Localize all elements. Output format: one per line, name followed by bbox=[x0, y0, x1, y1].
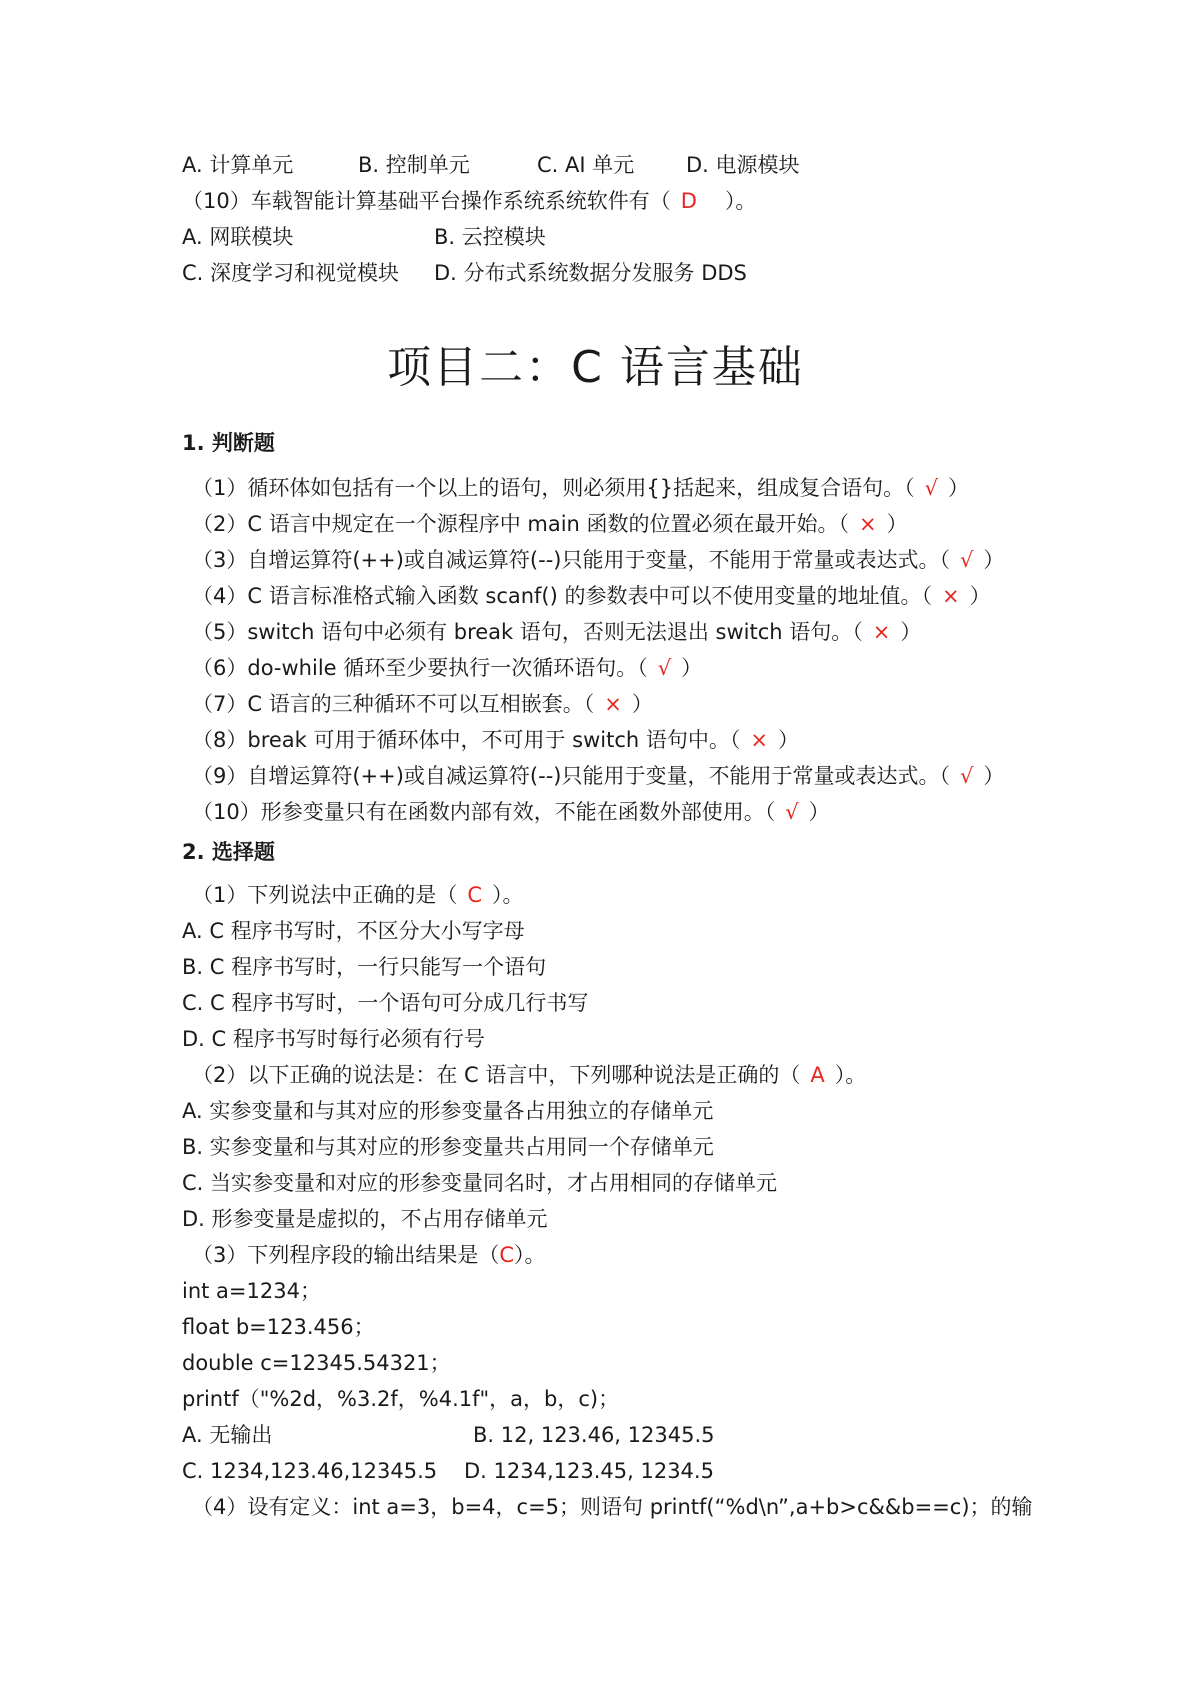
question-stem: （10）车载智能计算基础平台操作系统系统软件有（ bbox=[182, 189, 671, 213]
question-tail: ） bbox=[681, 656, 703, 680]
option-a: A. 计算单元 bbox=[182, 153, 294, 177]
option-c: C. 深度学习和视觉模块 bbox=[182, 261, 400, 285]
project-title: 项目二：C 语言基础 bbox=[387, 342, 804, 393]
question-tail: ） bbox=[983, 548, 1005, 572]
answer: × bbox=[872, 620, 891, 644]
option-c: C. 1234,123.46,12345.5 bbox=[182, 1459, 438, 1483]
question-stem: （10）形参变量只有在函数内部有效，不能在函数外部使用。（ bbox=[192, 800, 776, 824]
section-heading-choice: 2. 选择题 bbox=[182, 840, 275, 864]
option-c: C. C 程序书写时，一个语句可分成几行书写 bbox=[182, 991, 589, 1015]
code-line: printf（"%2d，%3.2f，%4.1f"，a，b，c)； bbox=[182, 1387, 620, 1411]
question-tail: ）。 bbox=[724, 189, 757, 213]
question-stem: （9）自增运算符(++)或自减运算符(--)只能用于变量，不能用于常量或表达式。（ bbox=[192, 764, 950, 788]
judge-item bbox=[192, 798, 830, 826]
option-d: D. 形参变量是虚拟的，不占用存储单元 bbox=[182, 1207, 548, 1231]
question-tail: ） bbox=[778, 728, 799, 752]
question-stem: （1）下列说法中正确的是（ bbox=[192, 883, 458, 907]
answer: √ bbox=[657, 656, 672, 680]
question-stem: （3）下列程序段的输出结果是（ bbox=[192, 1243, 500, 1267]
choice-question-4: （4）设有定义：int a=3，b=4，c=5；则语句 printf(“%d\n”,a+b>c&&b==c)；的输 bbox=[192, 1495, 1033, 1519]
option-d: D. 电源模块 bbox=[686, 153, 800, 177]
judge-item bbox=[192, 762, 1004, 790]
option-b: B. 实参变量和与其对应的形参变量共占用同一个存储单元 bbox=[182, 1135, 714, 1159]
answer: √ bbox=[959, 548, 974, 572]
question-tail: ） bbox=[886, 512, 908, 536]
question-stem: （3）自增运算符(++)或自减运算符(--)只能用于变量，不能用于常量或表达式。（ bbox=[192, 548, 950, 572]
option-a: A. 实参变量和与其对应的形参变量各占用独立的存储单元 bbox=[182, 1099, 714, 1123]
section-heading-judge: 1. 判断题 bbox=[182, 431, 275, 455]
choice-question-2 bbox=[192, 1061, 866, 1089]
option-a: A. C 程序书写时，不区分大小写字母 bbox=[182, 919, 525, 943]
answer: √ bbox=[959, 764, 974, 788]
question-tail: ） bbox=[983, 764, 1005, 788]
answer: × bbox=[604, 692, 622, 716]
judge-item bbox=[192, 654, 702, 682]
option-a: A. 网联模块 bbox=[182, 225, 294, 249]
option-b: B. C 程序书写时，一行只能写一个语句 bbox=[182, 955, 547, 979]
code-line: double c=12345.54321； bbox=[182, 1351, 451, 1375]
question-10 bbox=[182, 187, 756, 215]
judge-item bbox=[192, 690, 653, 718]
answer: × bbox=[942, 584, 960, 608]
question-stem: （4）C 语言标准格式输入函数 scanf() 的参数表中可以不使用变量的地址值。（ bbox=[192, 584, 932, 608]
judge-item bbox=[192, 582, 991, 610]
answer: √ bbox=[785, 800, 799, 824]
question-tail: ） bbox=[969, 584, 991, 608]
judge-item bbox=[192, 510, 908, 538]
question-stem: （1）循环体如包括有一个以上的语句，则必须用{}括起来，组成复合语句。（ bbox=[192, 476, 915, 500]
question-stem: （5）switch 语句中必须有 break 语句，否则无法退出 switch 语句。（ bbox=[192, 620, 863, 644]
question-tail: ）。 bbox=[834, 1063, 867, 1087]
answer: × bbox=[750, 728, 768, 752]
choice-question-3 bbox=[192, 1241, 546, 1269]
judge-item bbox=[192, 618, 921, 646]
answer: × bbox=[859, 512, 877, 536]
answer: C bbox=[467, 883, 483, 907]
question-stem: （2）以下正确的说法是：在 C 语言中，下列哪种说法是正确的（ bbox=[192, 1063, 801, 1087]
option-c: C. 当实参变量和对应的形参变量同名时，才占用相同的存储单元 bbox=[182, 1171, 778, 1195]
option-c: C. AI 单元 bbox=[537, 153, 635, 177]
option-d: D. 1234,123.45, 1234.5 bbox=[464, 1459, 714, 1483]
answer: C bbox=[499, 1243, 515, 1267]
question-stem: （6）do-while 循环至少要执行一次循环语句。（ bbox=[192, 656, 648, 680]
judge-item bbox=[192, 726, 799, 754]
option-d: D. C 程序书写时每行必须有行号 bbox=[182, 1027, 485, 1051]
question-stem: （8）break 可用于循环体中，不可用于 switch 语句中。（ bbox=[192, 728, 741, 752]
option-a: A. 无输出 bbox=[182, 1423, 273, 1447]
code-line: float b=123.456； bbox=[182, 1315, 375, 1339]
answer: A bbox=[810, 1063, 825, 1087]
question-tail: ） bbox=[947, 476, 969, 500]
question-stem: （7）C 语言的三种循环不可以互相嵌套。（ bbox=[192, 692, 595, 716]
option-b: B. 控制单元 bbox=[358, 153, 470, 177]
option-b: B. 云控模块 bbox=[434, 225, 546, 249]
question-tail: ） bbox=[900, 620, 922, 644]
question-tail: ） bbox=[631, 692, 653, 716]
choice-question-1 bbox=[192, 881, 524, 909]
judge-item bbox=[192, 474, 969, 502]
option-b: B. 12, 123.46, 12345.5 bbox=[473, 1423, 715, 1447]
answer: D bbox=[680, 189, 697, 213]
judge-item bbox=[192, 546, 1004, 574]
question-tail: ）。 bbox=[514, 1243, 546, 1267]
question-tail: ） bbox=[808, 800, 830, 824]
option-d: D. 分布式系统数据分发服务 DDS bbox=[434, 261, 747, 285]
question-tail: ）。 bbox=[492, 883, 524, 907]
question-stem: （2）C 语言中规定在一个源程序中 main 函数的位置必须在最开始。（ bbox=[192, 512, 850, 536]
code-line: int a=1234； bbox=[182, 1279, 321, 1303]
answer: √ bbox=[924, 476, 938, 500]
